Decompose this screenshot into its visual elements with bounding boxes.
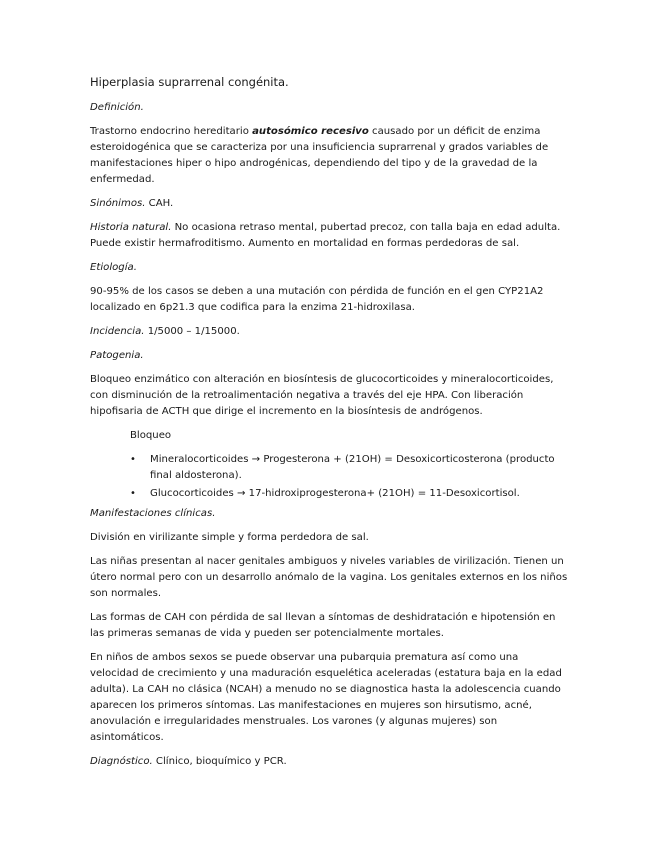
patogenia-heading: Patogenia. bbox=[90, 350, 144, 361]
historia-label: Historia natural. bbox=[90, 222, 172, 233]
definicion-emphasis: autosómico recesivo bbox=[252, 126, 369, 137]
diagnostico-text: Clínico, bioquímico y PCR. bbox=[152, 756, 287, 767]
bloqueo-list bbox=[90, 452, 570, 502]
diagnostico-paragraph bbox=[90, 754, 570, 770]
bullet-icon: • bbox=[130, 488, 136, 499]
manifestaciones-paragraph: Las niñas presentan al nacer genitales ambiguos y niveles variables de virilización. Tienen un útero normal pero con un desarrollo anómalo de la vagina. Los genitales externos en los niños son normales. bbox=[90, 556, 568, 599]
historia-text: No ocasiona retraso mental, pubertad precoz, con talla baja en edad adulta. Puede existir hermafroditismo. Aumento en mortalidad en formas perdedoras de sal. bbox=[90, 222, 561, 249]
definicion-text-start: Trastorno endocrino hereditario bbox=[90, 126, 253, 137]
sinonimos-label: Sinónimos. bbox=[90, 198, 146, 209]
sinonimos-paragraph bbox=[90, 196, 570, 212]
bloqueo-label: Bloqueo bbox=[130, 430, 172, 441]
definicion-text-end: causado por un déficit de enzima esteroidogénica que se caracteriza por una insuficiencia suprarrenal y grados variables de manifestaciones hiper o hipo androgénicas, dependiendo del tipo y de la gravedad de la enfermedad. bbox=[90, 126, 549, 185]
manifestaciones-heading: Manifestaciones clínicas. bbox=[90, 508, 216, 519]
manifestaciones-paragraph: División en virilizante simple y forma perdedora de sal. bbox=[90, 532, 369, 543]
bullet-icon: • bbox=[130, 454, 136, 465]
bullet-text-mineralocorticoides: Mineralocorticoides → Progesterona + (21OH) = Desoxicorticosterona (producto final aldosterona). bbox=[150, 454, 555, 481]
incidencia-paragraph bbox=[90, 324, 570, 340]
patogenia-paragraph: Bloqueo enzimático con alteración en biosíntesis de glucocorticoides y mineralocorticoides, con disminución de la retroalimentación negativa a través del eje HPA. Con liberación hipofisaria de ACTH que dirige el incremento en la biosíntesis de andrógenos. bbox=[90, 374, 554, 417]
diagnostico-label: Diagnóstico. bbox=[90, 756, 153, 767]
etiologia-paragraph: 90-95% de los casos se deben a una mutación con pérdida de función en el gen CYP21A2 localizado en 6p21.3 que codifica para la enzima 21-hidroxilasa. bbox=[90, 286, 544, 313]
bloqueo-list-item bbox=[90, 486, 570, 502]
bullet-text-glucocorticoides: Glucocorticoides → 17-hidroxiprogesterona+ (21OH) = 11-Desoxicortisol. bbox=[150, 488, 520, 499]
document-title: Hiperplasia suprarrenal congénita. bbox=[90, 75, 289, 89]
etiologia-heading: Etiología. bbox=[90, 262, 137, 273]
definicion-heading: Definición. bbox=[90, 102, 144, 113]
definicion-paragraph bbox=[90, 124, 570, 188]
incidencia-text: 1/5000 – 1/15000. bbox=[144, 326, 240, 337]
manifestaciones-paragraph: Las formas de CAH con pérdida de sal llevan a síntomas de deshidratación e hipotensión en las primeras semanas de vida y pueden ser potencialmente mortales. bbox=[90, 612, 556, 639]
sinonimos-text: CAH. bbox=[145, 198, 174, 209]
incidencia-label: Incidencia. bbox=[90, 326, 145, 337]
manifestaciones-paragraph: En niños de ambos sexos se puede observar una pubarquia prematura así como una velocidad de crecimiento y una maduración esquelética aceleradas (estatura baja en la edad adulta). La CAH no clásica (NCAH) a menudo no se diagnostica hasta la adolescencia cuando aparecen los primeros síntomas. Las manifestaciones en mujeres son hirsutismo, acné, anovulación e irregularidades menstruales. Los varones (y algunas mujeres) son asintomáticos. bbox=[90, 652, 562, 743]
bloqueo-list-item bbox=[90, 452, 570, 484]
document-page bbox=[90, 74, 570, 778]
historia-paragraph bbox=[90, 220, 570, 252]
